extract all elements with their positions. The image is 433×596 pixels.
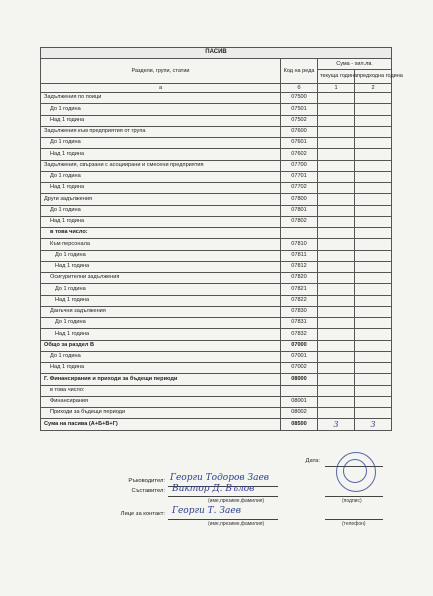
row-previous-value: [355, 295, 392, 306]
row-label: Над 1 година: [41, 329, 281, 340]
row-current-value: [318, 295, 355, 306]
row-code: 07831: [281, 318, 318, 329]
preparer-line: [168, 496, 278, 497]
row-code: 07811: [281, 250, 318, 261]
row-code: 08002: [281, 408, 318, 419]
row-previous-value: [355, 115, 392, 126]
signature-block: [0, 440, 433, 590]
row-previous-value: [355, 171, 392, 182]
signature-line: [325, 496, 383, 497]
row-previous-value: [355, 216, 392, 227]
row-previous-value: [355, 385, 392, 396]
column-header-current: текуща година: [318, 70, 355, 84]
row-code: 07801: [281, 205, 318, 216]
date-label: Дата:: [305, 458, 320, 464]
row-label: Над 1 година: [41, 183, 281, 194]
row-label: До 1 година: [41, 318, 281, 329]
row-label: Данъчни задължения: [41, 306, 281, 317]
row-current-value: 3: [318, 419, 355, 430]
column-header-previous: предходна година: [355, 70, 392, 84]
row-current-value: [318, 104, 355, 115]
row-label: До 1 година: [41, 205, 281, 216]
table-row: [41, 385, 392, 396]
table-row: [41, 396, 392, 407]
row-label: Над 1 година: [41, 261, 281, 272]
row-current-value: [318, 408, 355, 419]
row-current-value: [318, 160, 355, 171]
table-row: [41, 329, 392, 340]
row-code: 07501: [281, 104, 318, 115]
table-row: [41, 93, 392, 104]
row-current-value: [318, 273, 355, 284]
row-previous-value: [355, 126, 392, 137]
row-code: 07701: [281, 171, 318, 182]
row-previous-value: [355, 363, 392, 374]
row-label: Над 1 година: [41, 115, 281, 126]
table-row: [41, 408, 392, 419]
row-label: Над 1 година: [41, 216, 281, 227]
row-code: 07820: [281, 273, 318, 284]
table-row: [41, 284, 392, 295]
row-code: 07832: [281, 329, 318, 340]
row-label: До 1 година: [41, 351, 281, 362]
liabilities-table: [40, 47, 403, 431]
row-label: Общо за раздел В: [41, 340, 281, 351]
row-code: 07800: [281, 194, 318, 205]
row-current-value: [318, 126, 355, 137]
row-label: Задължения по поици: [41, 93, 281, 104]
row-current-value: [318, 171, 355, 182]
row-code: 07821: [281, 284, 318, 295]
row-previous-value: [355, 318, 392, 329]
row-current-value: [318, 205, 355, 216]
row-label: До 1 година: [41, 171, 281, 182]
row-current-value: [318, 93, 355, 104]
row-code: 07001: [281, 351, 318, 362]
row-code: 07830: [281, 306, 318, 317]
table-row: [41, 419, 392, 430]
manager-handwriting: Георги Тодоров Заев: [170, 473, 270, 483]
column-header-section: Раздели, групи, статии: [41, 59, 281, 84]
row-current-value: [318, 138, 355, 149]
table-row: [41, 205, 392, 216]
table-row: [41, 115, 392, 126]
table-row: [41, 138, 392, 149]
row-code: 07601: [281, 138, 318, 149]
column-header-code: Код на реда: [281, 59, 318, 84]
row-current-value: [318, 228, 355, 239]
row-code: 07602: [281, 149, 318, 160]
column-header-sum: Сума - хил.лв.: [318, 59, 392, 70]
row-previous-value: [355, 228, 392, 239]
row-current-value: [318, 385, 355, 396]
row-previous-value: [355, 374, 392, 385]
row-previous-value: [355, 149, 392, 160]
row-current-value: [318, 363, 355, 374]
row-label: Финансирания: [41, 396, 281, 407]
row-previous-value: 3: [355, 419, 392, 430]
row-current-value: [318, 216, 355, 227]
row-label: До 1 година: [41, 250, 281, 261]
row-current-value: [318, 306, 355, 317]
row-current-value: [318, 239, 355, 250]
table-row: [41, 228, 392, 239]
phone-caption: (телефон): [342, 521, 366, 527]
signature-caption: (подпис): [342, 498, 362, 504]
row-current-value: [318, 351, 355, 362]
table-row: [41, 273, 392, 284]
row-previous-value: [355, 351, 392, 362]
row-code: 07822: [281, 295, 318, 306]
row-current-value: [318, 250, 355, 261]
row-previous-value: [355, 104, 392, 115]
date-line: [325, 466, 383, 467]
table-row: [41, 194, 392, 205]
row-code: [281, 385, 318, 396]
row-current-value: [318, 318, 355, 329]
row-current-value: [318, 329, 355, 340]
index-cell: 2: [355, 84, 392, 93]
row-current-value: [318, 284, 355, 295]
row-label: Сума на пасива (А+Б+В+Г): [41, 419, 281, 430]
table-row: [41, 183, 392, 194]
row-previous-value: [355, 273, 392, 284]
row-label: Над 1 година: [41, 363, 281, 374]
index-cell: а: [41, 84, 281, 93]
row-label: Над 1 година: [41, 149, 281, 160]
table-row: [41, 171, 392, 182]
row-previous-value: [355, 329, 392, 340]
row-code: 07810: [281, 239, 318, 250]
row-code: 08001: [281, 396, 318, 407]
row-code: 07802: [281, 216, 318, 227]
contact-label: Лице за контакт:: [120, 511, 165, 517]
row-previous-value: [355, 194, 392, 205]
table-row: [41, 261, 392, 272]
row-current-value: [318, 396, 355, 407]
preparer-handwriting: Виктор Д. Вълов: [172, 484, 255, 494]
index-cell: 1: [318, 84, 355, 93]
row-current-value: [318, 374, 355, 385]
row-label: Осигурителни задължения: [41, 273, 281, 284]
row-code: 08500: [281, 419, 318, 430]
table-row: [41, 104, 392, 115]
row-code: 07000: [281, 340, 318, 351]
row-current-value: [318, 149, 355, 160]
row-code: 07700: [281, 160, 318, 171]
table-body: [41, 93, 392, 431]
row-code: 08000: [281, 374, 318, 385]
row-current-value: [318, 183, 355, 194]
row-previous-value: [355, 160, 392, 171]
row-code: 07812: [281, 261, 318, 272]
row-previous-value: [355, 239, 392, 250]
row-code: 07502: [281, 115, 318, 126]
row-label: Приходи за бъдещи периоди: [41, 408, 281, 419]
index-cell: б: [281, 84, 318, 93]
name-caption: (име,презиме,фамилия): [208, 498, 265, 504]
row-current-value: [318, 261, 355, 272]
row-label: До 1 година: [41, 104, 281, 115]
row-code: [281, 228, 318, 239]
row-previous-value: [355, 205, 392, 216]
row-current-value: [318, 340, 355, 351]
table-row: [41, 306, 392, 317]
row-previous-value: [355, 261, 392, 272]
contact-line: [168, 519, 278, 520]
row-label: в това число:: [41, 385, 281, 396]
preparer-label: Съставител:: [131, 488, 165, 494]
contact-name-caption: (име,презиме,фамилия): [208, 521, 265, 527]
table-row: [41, 216, 392, 227]
row-code: 07002: [281, 363, 318, 374]
table-row: [41, 363, 392, 374]
phone-line: [325, 519, 383, 520]
row-label: Към персонала: [41, 239, 281, 250]
manager-label: Ръководител:: [128, 478, 165, 484]
row-previous-value: [355, 306, 392, 317]
row-code: 07600: [281, 126, 318, 137]
row-previous-value: [355, 93, 392, 104]
row-previous-value: [355, 396, 392, 407]
row-current-value: [318, 115, 355, 126]
table-row: [41, 250, 392, 261]
row-previous-value: [355, 138, 392, 149]
row-code: 07500: [281, 93, 318, 104]
table-row: [41, 126, 392, 137]
row-label: в това число:: [41, 228, 281, 239]
row-label: Други задължения: [41, 194, 281, 205]
table-row: [41, 149, 392, 160]
row-previous-value: [355, 250, 392, 261]
row-label: До 1 година: [41, 284, 281, 295]
row-previous-value: [355, 284, 392, 295]
table-row: [41, 374, 392, 385]
row-label: До 1 година: [41, 138, 281, 149]
table-row: [41, 340, 392, 351]
row-previous-value: [355, 408, 392, 419]
table-row: [41, 239, 392, 250]
row-previous-value: [355, 340, 392, 351]
table-title: ПАСИВ: [41, 48, 392, 59]
table-row: [41, 318, 392, 329]
row-current-value: [318, 194, 355, 205]
row-label: Задължения, свързани с асоциирани и смесени предприятия: [41, 160, 281, 171]
row-previous-value: [355, 183, 392, 194]
row-label: Г. Финансирания и приходи за бъдещи периоди: [41, 374, 281, 385]
contact-handwriting: Георги Т. Заев: [172, 506, 241, 516]
row-label: Задължения към предприятия от група: [41, 126, 281, 137]
table-row: [41, 160, 392, 171]
table-row: [41, 295, 392, 306]
row-label: Над 1 година: [41, 295, 281, 306]
table-row: [41, 351, 392, 362]
row-code: 07702: [281, 183, 318, 194]
